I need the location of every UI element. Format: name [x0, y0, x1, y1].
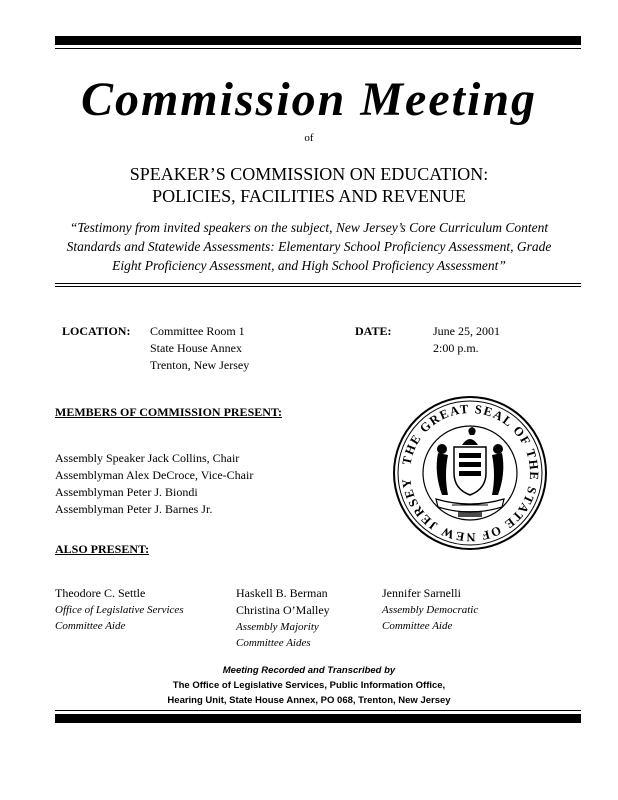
also-present-heading: ALSO PRESENT: [55, 542, 150, 556]
date-block [433, 323, 500, 357]
date-value: June 25, 2001 [433, 324, 500, 338]
bottom-thin-rule [55, 710, 581, 711]
page-title: Commission Meeting [80, 73, 538, 126]
attendee-org: Assembly Democratic [382, 604, 479, 616]
commission-name [0, 163, 618, 207]
member-item: Assemblyman Peter J. Biondi [55, 485, 198, 499]
attendee-role: Committee Aides [236, 637, 311, 649]
state-seal-icon [392, 395, 548, 551]
location-line-1: Committee Room 1 [150, 324, 245, 338]
subject-line-3: Eight Proficiency Assessment, and High School Proficiency Assessment” [112, 258, 506, 273]
top-thin-rule [55, 48, 581, 49]
footer-line-3: Hearing Unit, State House Annex, PO 068, Trenton, New Jersey [167, 695, 451, 706]
attendee-org: Assembly Majority [236, 621, 319, 633]
top-thick-bar [55, 36, 581, 45]
of-label: of [304, 132, 314, 144]
footer-line-1: Meeting Recorded and Transcribed by [222, 665, 396, 676]
members-heading: MEMBERS OF COMMISSION PRESENT: [55, 405, 283, 419]
middle-rule-bottom [55, 286, 581, 287]
attendee-name: Theodore C. Settle [55, 586, 146, 600]
also-col-3 [382, 585, 478, 634]
also-col-1 [55, 585, 184, 634]
seal-ring-text: THE GREAT SEAL OF THE STATE OF NEW JERSEY [399, 401, 542, 545]
commission-line-1: SPEAKER’S COMMISSION ON EDUCATION: [129, 164, 489, 184]
attendee-name: Jennifer Sarnelli [382, 586, 461, 600]
member-item: Assemblyman Alex DeCroce, Vice-Chair [55, 468, 254, 482]
subject-line-2: Standards and Statewide Assessments: Elementary School Proficiency Assessment, Grade [66, 239, 552, 254]
time-value: 2:00 p.m. [433, 341, 479, 355]
bottom-thick-bar [55, 714, 581, 723]
middle-rule-top [55, 283, 581, 284]
also-col-2 [236, 585, 330, 651]
transcription-credit [0, 663, 618, 708]
members-list [55, 450, 253, 518]
attendee-role: Committee Aide [382, 620, 453, 632]
subject-line-1: “Testimony from invited speakers on the subject, New Jersey’s Core Curriculum Content [69, 220, 549, 235]
meeting-subject [60, 218, 558, 275]
commission-line-2: POLICIES, FACILITIES AND REVENUE [152, 186, 466, 206]
member-item: Assembly Speaker Jack Collins, Chair [55, 451, 240, 465]
footer-line-2: The Office of Legislative Services, Public Information Office, [172, 680, 446, 691]
location-line-3: Trenton, New Jersey [150, 358, 250, 372]
date-label: DATE: [355, 324, 392, 338]
member-item: Assemblyman Peter J. Barnes Jr. [55, 502, 213, 516]
attendee-org: Office of Legislative Services [55, 604, 184, 616]
location-label: LOCATION: [62, 324, 131, 338]
attendee-role: Committee Aide [55, 620, 126, 632]
attendee-name: Haskell B. Berman [236, 586, 328, 600]
location-block [150, 323, 249, 374]
location-line-2: State House Annex [150, 341, 242, 355]
attendee-name: Christina O’Malley [236, 603, 330, 617]
